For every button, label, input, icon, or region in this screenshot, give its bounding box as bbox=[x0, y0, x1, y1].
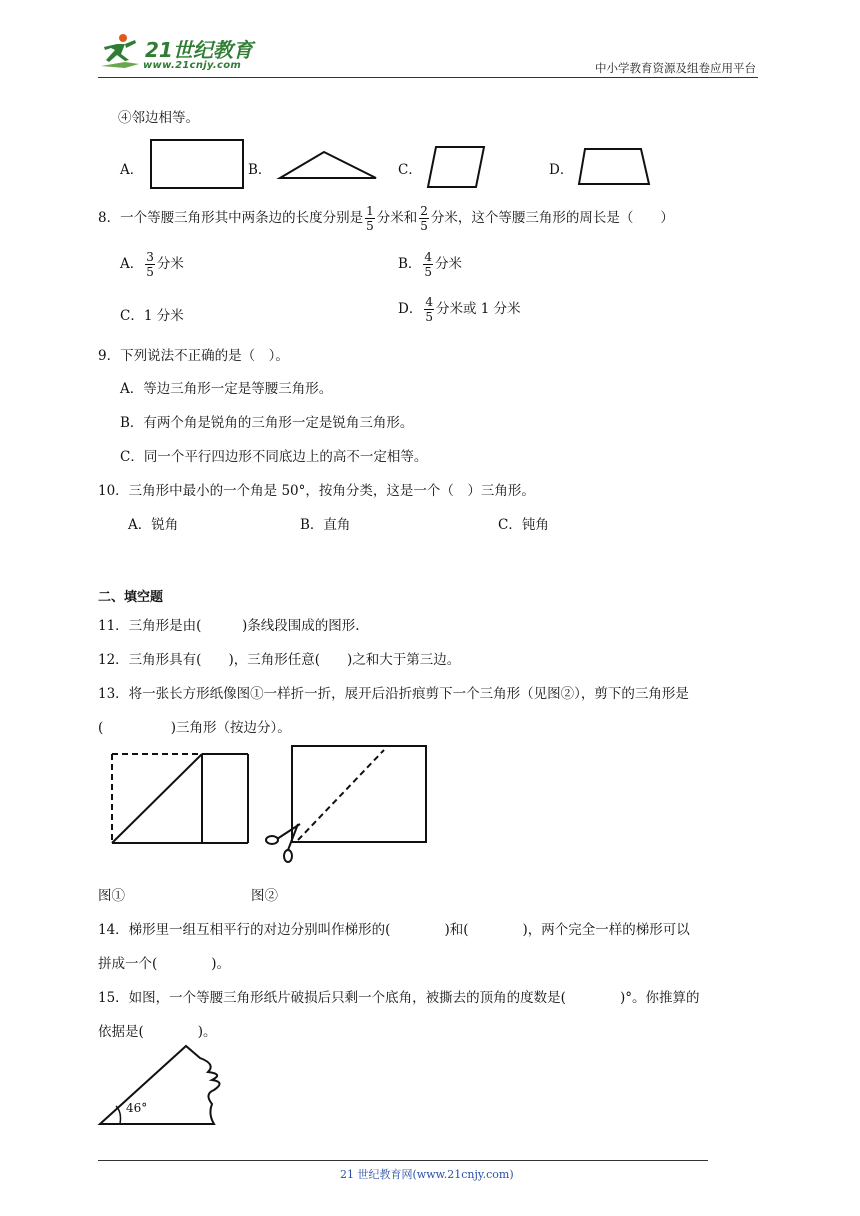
q8-option-b: B． $\frac{4}{5}$ 分米 bbox=[398, 250, 463, 279]
rhombus-shape bbox=[426, 145, 488, 189]
q15-line2: 依据是( )。 bbox=[98, 1024, 217, 1040]
q9-option-b: B．有两个角是锐角的三角形一定是锐角三角形。 bbox=[120, 415, 414, 431]
fig1-caption: 图① bbox=[98, 888, 125, 904]
section-title: 二、填空题 bbox=[98, 590, 164, 605]
q14-line2: 拼成一个( )。 bbox=[98, 956, 231, 972]
q8-stem bbox=[98, 204, 674, 233]
q8-option-a: A． $\frac{3}{5}$ 分米 bbox=[120, 250, 184, 279]
logo-title: 21世纪教育 bbox=[145, 38, 253, 62]
q12-text: 12．三角形具有( )，三角形任意( )之和大于第三边。 bbox=[98, 652, 461, 668]
fold-figure-1 bbox=[110, 750, 252, 846]
q7-option-b-label: B． bbox=[248, 162, 272, 178]
obtuse-triangle-shape bbox=[278, 150, 378, 180]
q8-stem-part-c: 分米，这个等腰三角形的周长是（ ） bbox=[430, 210, 674, 226]
q8-stem-part-b: 分米和 bbox=[376, 210, 418, 226]
q9-option-c: C．同一个平行四边形不同底边上的高不一定相等。 bbox=[120, 449, 428, 465]
q9-option-a: A．等边三角形一定是等腰三角形。 bbox=[120, 381, 333, 397]
q14-line1: 14．梯形里一组互相平行的对边分别叫作梯形的( )和( )，两个完全一样的梯形可以 bbox=[98, 922, 690, 938]
q7-option-d-label: D． bbox=[549, 162, 574, 178]
q11-text: 11．三角形是由( )条线段围成的图形. bbox=[98, 618, 360, 634]
q7-item4: ④邻边相等。 bbox=[118, 110, 199, 126]
runner-logo-icon bbox=[95, 30, 143, 74]
q8-option-c: C．1 分米 bbox=[120, 308, 184, 324]
trapezoid-shape bbox=[577, 147, 651, 187]
platform-name: 中小学教育资源及组卷应用平台 bbox=[595, 61, 756, 75]
q13-line1: 13．将一张长方形纸像图①一样折一折，展开后沿折痕剪下一个三角形（见图②），剪下的三角形是 bbox=[98, 686, 689, 702]
fig2-caption: 图② bbox=[251, 888, 278, 904]
cut-figure-2 bbox=[262, 744, 430, 870]
q15-line1: 15．如图，一个等腰三角形纸片破损后只剩一个底角，被撕去的顶角的度数是( )°。你推算的 bbox=[98, 990, 700, 1006]
footer-divider bbox=[98, 1160, 708, 1161]
q10-option-b: B．直角 bbox=[300, 517, 351, 533]
q10-stem: 10．三角形中最小的一个角是 50°，按角分类，这是一个（ ）三角形。 bbox=[98, 483, 535, 499]
q10-option-c: C．钝角 bbox=[498, 517, 549, 533]
torn-triangle-figure bbox=[98, 1044, 238, 1128]
q7-option-a-label: A． bbox=[120, 162, 144, 178]
angle-label: 46° bbox=[126, 1101, 148, 1115]
q8-stem-part-a: 8．一个等腰三角形其中两条边的长度分别是 bbox=[98, 210, 364, 226]
q7-option-c-label: C． bbox=[398, 162, 422, 178]
header-divider bbox=[98, 77, 758, 78]
logo-url: www.21cnjy.com bbox=[143, 60, 242, 71]
fraction-1-5: $\frac{1}{5}$ bbox=[366, 204, 374, 233]
q9-stem: 9．下列说法不正确的是（ ）。 bbox=[98, 348, 289, 364]
fraction-2-5: $\frac{2}{5}$ bbox=[420, 204, 428, 233]
q13-line2: ( )三角形（按边分）。 bbox=[98, 720, 291, 736]
rectangle-shape bbox=[150, 138, 245, 190]
footer-text[interactable]: 21 世纪教育网(www.21cnjy.com) bbox=[340, 1168, 514, 1181]
q10-option-a: A．锐角 bbox=[128, 517, 179, 533]
q8-option-d: D． $\frac{4}{5}$ 分米或 1 分米 bbox=[398, 295, 521, 324]
site-logo bbox=[95, 30, 270, 78]
